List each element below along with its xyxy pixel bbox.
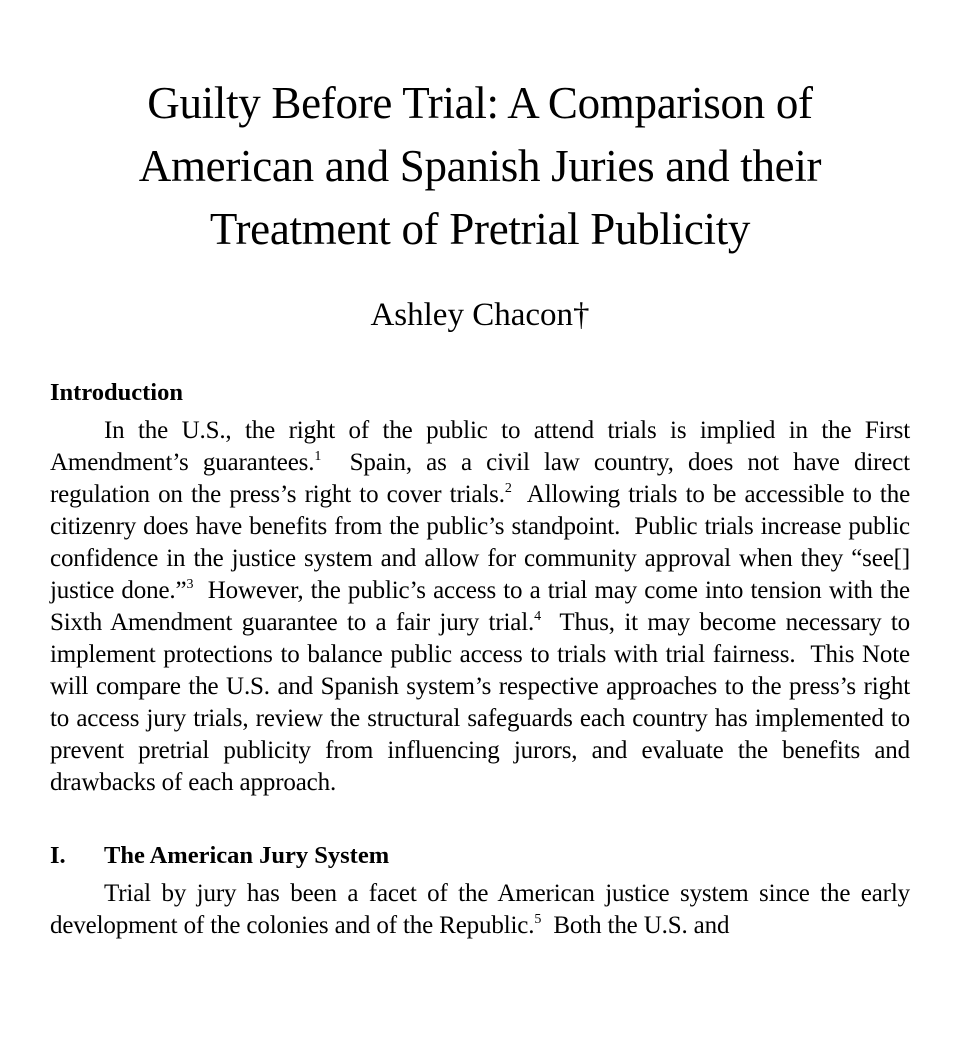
section-number: I. [50,842,66,869]
section-heading-american-jury [50,840,910,872]
footnote-ref: 5 [534,912,542,927]
dagger-footnote-mark: † [573,297,590,333]
title-line: American and Spanish Juries and their [138,141,822,191]
introduction-paragraph [50,415,917,799]
footnote-ref: 3 [186,577,194,592]
author-line [50,295,910,335]
text-run: Spain, as a civil law country, does not have direct regulation on the press’s right to cover trials. [50,449,917,508]
text-run: However, the public’s access to a trial may come into tension with the Sixth Amendment guarantee to a fair jury trial. [50,577,917,636]
section-paragraph [50,878,917,942]
paper-page [50,72,917,942]
footnote-ref: 2 [504,481,512,496]
author-name: Ashley Chacon [370,297,574,333]
paper-title [50,72,910,261]
text-run: Trial by jury has been a facet of the American justice system since the early development of the colonies and of the Republic. [50,880,917,939]
title-line: Treatment of Pretrial Publicity [209,204,751,254]
section-title: The American Jury System [104,842,390,869]
title-line: Guilty Before Trial: A Comparison of [147,78,813,128]
text-run: Both the U.S. and [541,912,730,939]
introduction-heading: Introduction [50,379,183,406]
text-run: Allowing trials to be accessible to the citizenry does have benefits from the public’s standpoint. Public trials increase public confidence in the justice system and allow for community approval when they “see[] justice done.” [50,481,917,604]
text-run: In the U.S., the right of the public to attend trials is implied in the First Amendment’s guarantees. [50,417,915,476]
footnote-ref: 4 [534,609,541,624]
text-run: Thus, it may become necessary to implement protections to balance public access to trials with trial fairness. This Note will compare the U.S. and Spanish system’s respective approaches to the press’s right to access jury trials, review the structural safeguards each country has implemented to prevent pretrial publicity from influencing jurors, and evaluate the benefits and drawbacks of each approach. [50,609,917,796]
footnote-ref: 1 [314,449,322,464]
